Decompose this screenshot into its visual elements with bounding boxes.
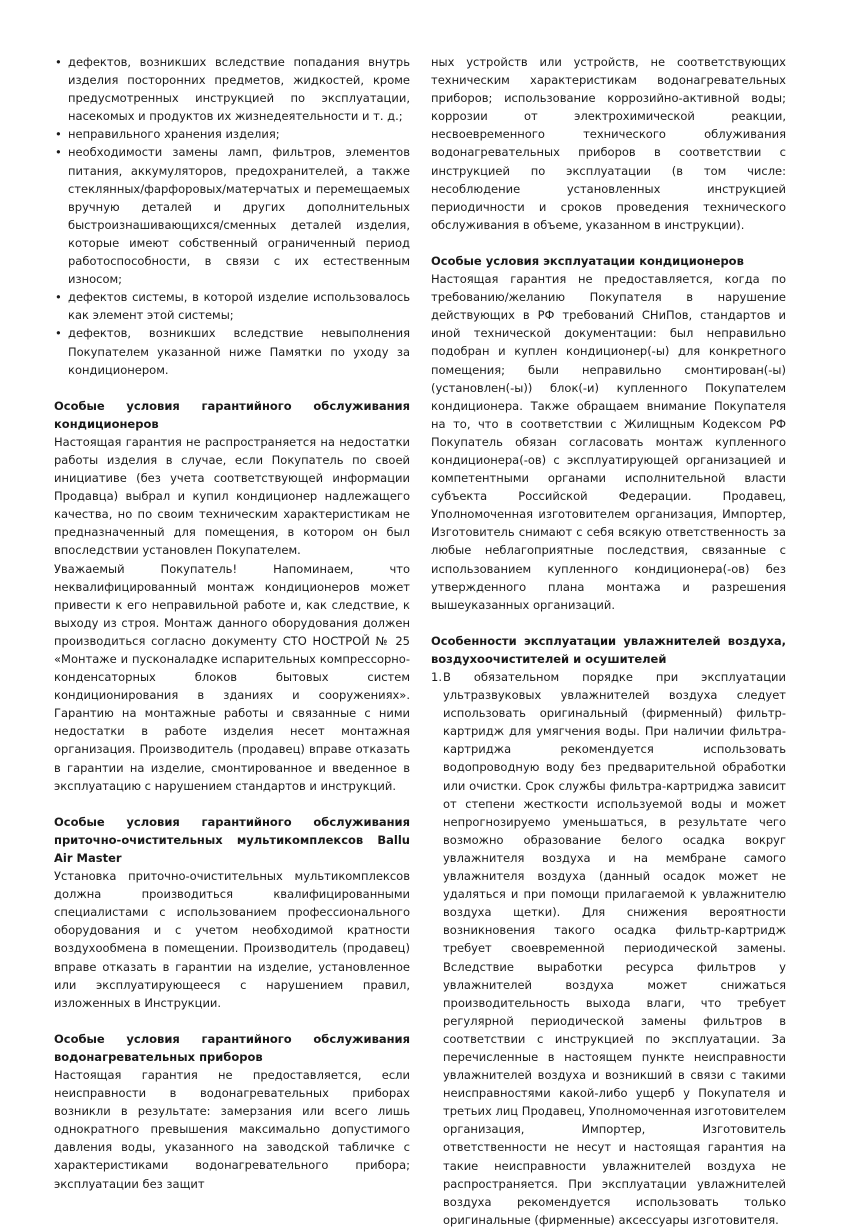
left-column: [54, 53, 410, 1193]
section-heading: Особые условия гарантийного обслуживания водонагревательных приборов: [54, 1031, 410, 1064]
section-heading: Особые условия гарантийного обслуживания приточно-очистительных мультикомплексов Ballu Air Master: [54, 814, 410, 865]
list-item: • неправильного хранения изделия;: [54, 125, 410, 143]
item-number: 1.: [431, 670, 442, 684]
list-item: • необходимости замены ламп, фильтров, элементов питания, аккумуляторов, предохранителей, а также стеклянных/фарфоровых/матерчатых и перемещаемых вручную деталей и других дополнительных быстроизнашивающихся/сменных деталей изделия, которые имеют собственный ограниченный период работоспособности, в связи с их естественным износом;: [54, 143, 410, 288]
section-heading: Особые условия эксплуатации кондиционеров: [431, 253, 744, 268]
section-heading: Особенности эксплуатации увлажнителей воздуха, воздухоочистителей и осушителей: [431, 633, 786, 666]
spacer: [54, 379, 410, 397]
right-column: [431, 53, 786, 1229]
paragraph: Настоящая гарантия не предоставляется, если неисправности в водонагревательных приборах возникли в результате: замерзания или всего лишь однократного превышения максимально допустимого давления воды, указанного на заводской табличке с характеристиками водонагревательного прибора; эксплуатации без защит: [54, 1067, 410, 1191]
spacer: [431, 234, 786, 252]
spacer: [431, 614, 786, 632]
exclusions-list: [54, 53, 410, 379]
list-item: • дефектов системы, в которой изделие использовалось как элемент этой системы;: [54, 288, 410, 324]
item-text: В обязательном порядке при эксплуатации ультразвуковых увлажнителей воздуха следует использовать оригинальный (фирменный) фильтр-картридж для умягчения воды. При наличии фильтра-картриджа рекомендуется использовать водопроводную воду без предварительной обработки или очистки. Срок службы фильтра-картриджа зависит от степени жесткости используемой воды и может непрогнозируемо уменьшаться, в результате чего возможно образование белого осадка вокруг увлажнителя воздуха и на мембране самого увлажнителя воздуха (данный осадок может не удаляться и при помощи прилагаемой к увлажнителю воздуха щетки). Для снижения вероятности возникновения такого осадка фильтр-картридж требует своевременной периодической замены. Вследствие выработки ресурса фильтров у увлажнителей воздуха может снижаться производительность выхода влаги, что требует регулярной периодической замены фильтров в соответствии с инструкцией по эксплуатации. За перечисленные в настоящем пункте неисправности увлажнителей воздуха и возникший в связи с такими неисправностями какой-либо ущерб у Покупателя и третьих лиц Продавец, Уполномоченная изготовителем организация, Импортер, Изготовитель ответственности не несут и настоящая гарантия на такие неисправности увлажнителей воздуха не распространяется. При эксплуатации увлажнителей воздуха рекомендуется использовать только оригинальные (фирменные) аксессуары изготовителя.: [443, 670, 787, 1227]
section-water-heaters-warranty: [54, 1030, 410, 1193]
paragraph-continuation: ных устройств или устройств, не соответствующих техническим характеристикам водонагревательных приборов; использование коррозийно-активной воды; коррозии от электрохимической реакции, несвоевременного технического облуживания водонагревательных приборов в соответствии с инструкцией по эксплуатации (в том числе: несоблюдение установленных инструкцией периодичности и сроков проведения технического обслуживания в объеме, указанном в инструкции).: [431, 55, 786, 232]
paragraph: Уважаемый Покупатель! Напоминаем, что неквалифицированный монтаж кондиционеров может привести к его неправильной работе и, как следствие, к выходу из строя. Монтаж данного оборудования должен производиться согласно документу СТО НОСТРОЙ № 25 «Монтаже и пусконаладке испарительных компрессорно-конденсаторных блоков бытовых систем кондиционирования в зданиях и сооружениях». Гарантию на монтажные работы и связанные с ними недостатки в работе изделия несет монтажная организация. Производитель (продавец) вправе отказать в гарантии на изделие, смонтированное и введенное в эксплуатацию с нарушением стандартов и инструкций.: [54, 561, 410, 793]
spacer: [54, 1012, 410, 1030]
section-conditioners-warranty: [54, 397, 410, 795]
spacer: [54, 795, 410, 813]
section-conditioners-operation: [431, 252, 786, 614]
section-humidifiers-operation: [431, 632, 786, 1229]
paragraph: Настоящая гарантия не распространяется на недостатки работы изделия в случае, если Покупатель по своей инициативе (без учета соответствующей информации Продавца) выбрал и купил кондиционер надлежащего качества, но по своим техническим характеристикам не предназначенный для помещения, в котором он был впоследствии установлен Покупателем.: [54, 434, 410, 558]
numbered-list: [431, 668, 786, 1229]
list-item: • дефектов, возникших вследствие невыполнения Покупателем указанной ниже Памятки по уходу за кондиционером.: [54, 324, 410, 378]
paragraph: Настоящая гарантия не предоставляется, когда по требованию/желанию Покупателя в нарушение действующих в РФ требований СНиПов, стандартов и иной технической документации: был неправильно подобран и куплен кондиционер(-ы) для конкретного помещения; были неправильно смонтирован(-ы) (установлен(-ы)) блок(-и) купленного Покупателем кондиционера. Также обращаем внимание Покупателя на то, что в соответствии с Жилищным Кодексом РФ Покупатель обязан согласовать монтаж купленного кондиционера(-ов) с эксплуатирующей организацией и компетентными органами исполнительной власти субъекта Российской Федерации. Продавец, Уполномоченная изготовителем организация, Импортер, Изготовитель снимают с себя всякую ответственность за любые неблагоприятные последствия, связанные с использованием купленного кондиционера(-ов) без утвержденного плана монтажа и разрешения вышеуказанных организаций.: [431, 272, 786, 612]
section-ballu-warranty: [54, 813, 410, 1012]
section-heading: Особые условия гарантийного обслуживания кондиционеров: [54, 398, 410, 431]
list-item: [431, 668, 786, 1229]
paragraph: Установка приточно-очистительных мультикомплексов должна производиться квалифицированными специалистами с использованием профессионального оборудования и с учетом необходимой кратности воздухообмена в помещении. Производитель (продавец) вправе отказать в гарантии на изделие, установленное или эксплуатирующееся с нарушением правил, изложенных в Инструкции.: [54, 869, 410, 1010]
list-item: • дефектов, возникших вследствие попадания внутрь изделия посторонних предметов, жидкостей, кроме предусмотренных инструкцией по эксплуатации, насекомых и продуктов их жизнедеятельности и т. д.;: [54, 53, 410, 125]
